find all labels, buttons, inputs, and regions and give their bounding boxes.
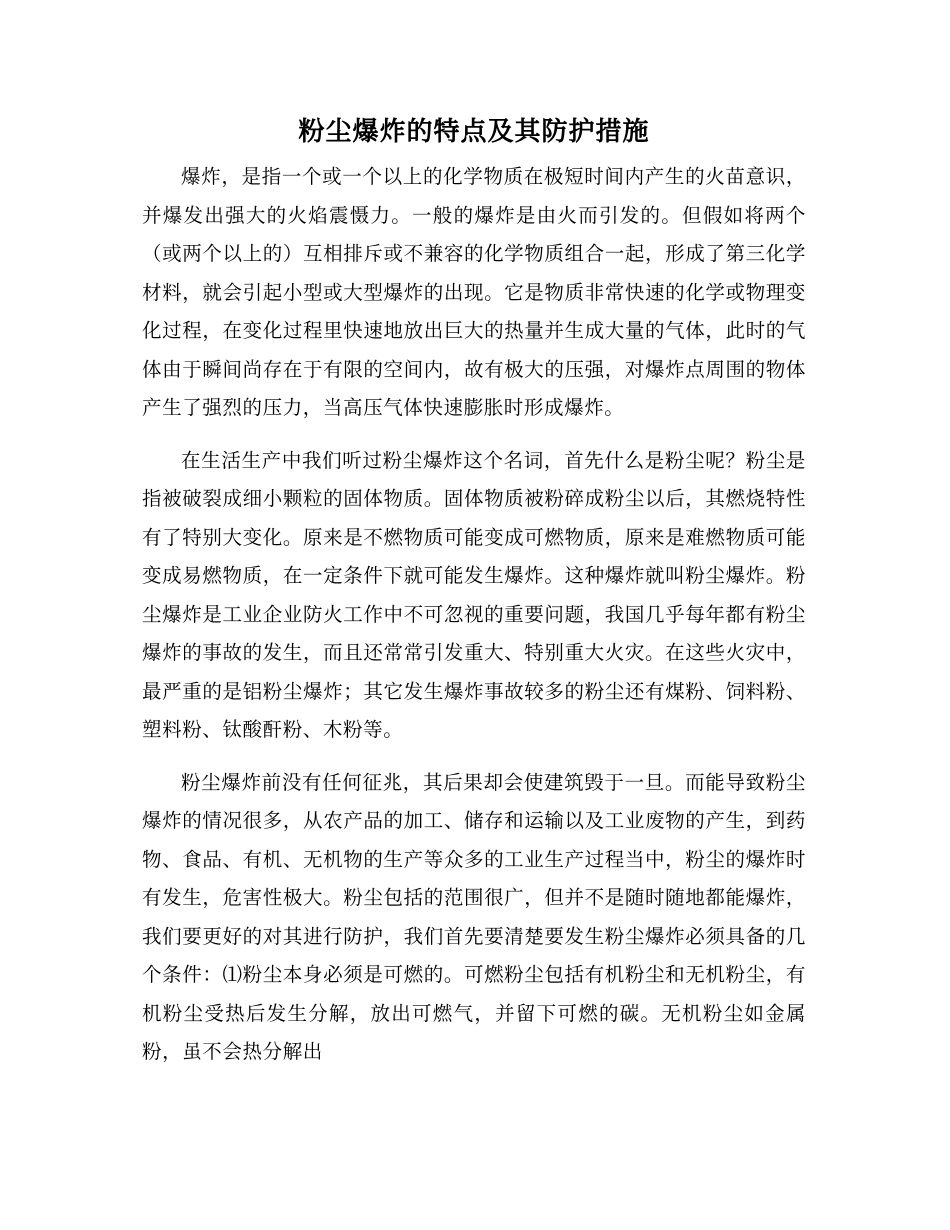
document-page — [142, 112, 806, 1072]
paragraph-dust-definition: 在生活生产中我们听过粉尘爆炸这个名词，首先什么是粉尘呢？粉尘是指被破裂成细小颗粒的固体物质。固体物质被粉碎成粉尘以后，其燃烧特性有了特别大变化。原来是不燃物质可能变成可燃物质，原来是难燃物质可能变成易燃物质，在一定条件下就可能发生爆炸。这种爆炸就叫粉尘爆炸。粉尘爆炸是工业企业防火工作中不可忽视的重要问题，我国几乎每年都有粉尘爆炸的事故的发生，而且还常常引发重大、特别重大火灾。在这些火灾中，最严重的是铝粉尘爆炸；其它发生爆炸事故较多的粉尘还有煤粉、饲料粉、塑料粉、钛酸酐粉、木粉等。 — [142, 448, 806, 741]
document-title: 粉尘爆炸的特点及其防护措施 — [298, 117, 650, 147]
paragraph-explosion-definition: 爆炸，是指一个或一个以上的化学物质在极短时间内产生的火苗意识，并爆发出强大的火焰震慑力。一般的爆炸是由火而引发的。但假如将两个（或两个以上的）互相排斥或不兼容的化学物质组合一起，形成了第三化学材料，就会引起小型或大型爆炸的出现。它是物质非常快速的化学或物理变化过程，在变化过程里快速地放出巨大的热量并生成大量的气体，此时的气体由于瞬间尚存在于有限的空间内，故有极大的压强，对爆炸点周围的物体产生了强烈的压力，当高压气体快速膨胀时形成爆炸。 — [142, 165, 806, 419]
paragraph-explosion-conditions: 粉尘爆炸前没有任何征兆，其后果却会使建筑毁于一旦。而能导致粉尘爆炸的情况很多，从农产品的加工、储存和运输以及工业废物的产生，到药物、食品、有机、无机物的生产等众多的工业生产过程当中，粉尘的爆炸时有发生，危害性极大。粉尘包括的范围很广，但并不是随时随地都能爆炸，我们要更好的对其进行防护，我们首先要清楚要发生粉尘爆炸必须具备的几个条件：⑴粉尘本身必须是可燃的。可燃粉尘包括有机粉尘和无机粉尘，有机粉尘受热后发生分解，放出可燃气，并留下可燃的碳。无机粉尘如金属粉，虽不会热分解出 — [142, 770, 806, 1063]
